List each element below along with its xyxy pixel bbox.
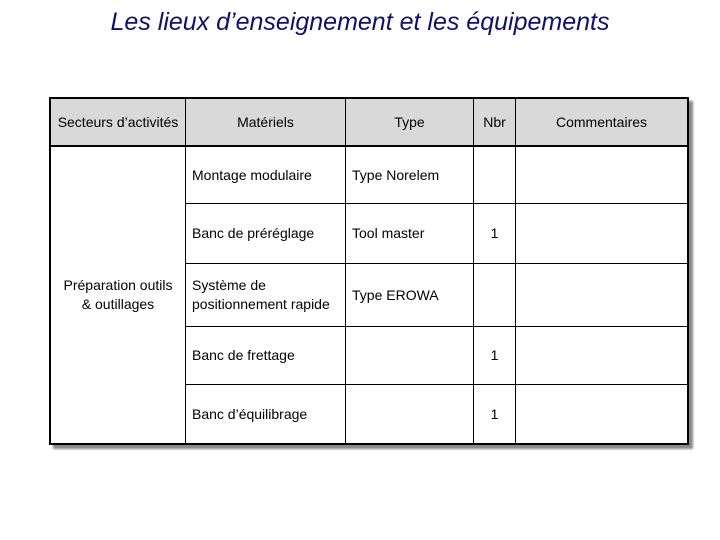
table-row-type: Tool master	[352, 225, 425, 241]
header-type: Type	[394, 113, 425, 130]
table-row-nbr	[474, 264, 515, 326]
equipment-table	[49, 97, 689, 445]
header-secteurs: Secteurs d’activités	[57, 113, 179, 130]
header-nbr: Nbr	[483, 113, 506, 130]
table-row-materiel: Montage modulaire	[192, 166, 312, 183]
table-row-nbr: 1	[490, 405, 499, 422]
table-row-materiel: Banc de frettage	[192, 347, 295, 363]
sector-cell: Préparation outils & outillages	[63, 277, 173, 312]
table-row-nbr: 1	[490, 347, 499, 363]
table-row-type: Type EROWA	[352, 286, 439, 303]
table-row-materiel: Système de positionnement rapide	[192, 277, 330, 312]
table-row-materiel: Banc de préréglage	[192, 225, 315, 241]
table-row-type: Type Norelem	[352, 166, 440, 183]
header-commentaires: Commentaires	[555, 113, 648, 130]
page-title: Les lieux d’enseignement et les équipements	[110, 8, 610, 36]
table-row-nbr	[474, 147, 515, 203]
header-materiels: Matériels	[237, 113, 294, 130]
table-row-nbr: 1	[490, 225, 499, 241]
table-row-type	[352, 327, 472, 384]
table-row-materiel: Banc d’équilibrage	[192, 405, 308, 422]
table-row-type	[352, 385, 472, 443]
